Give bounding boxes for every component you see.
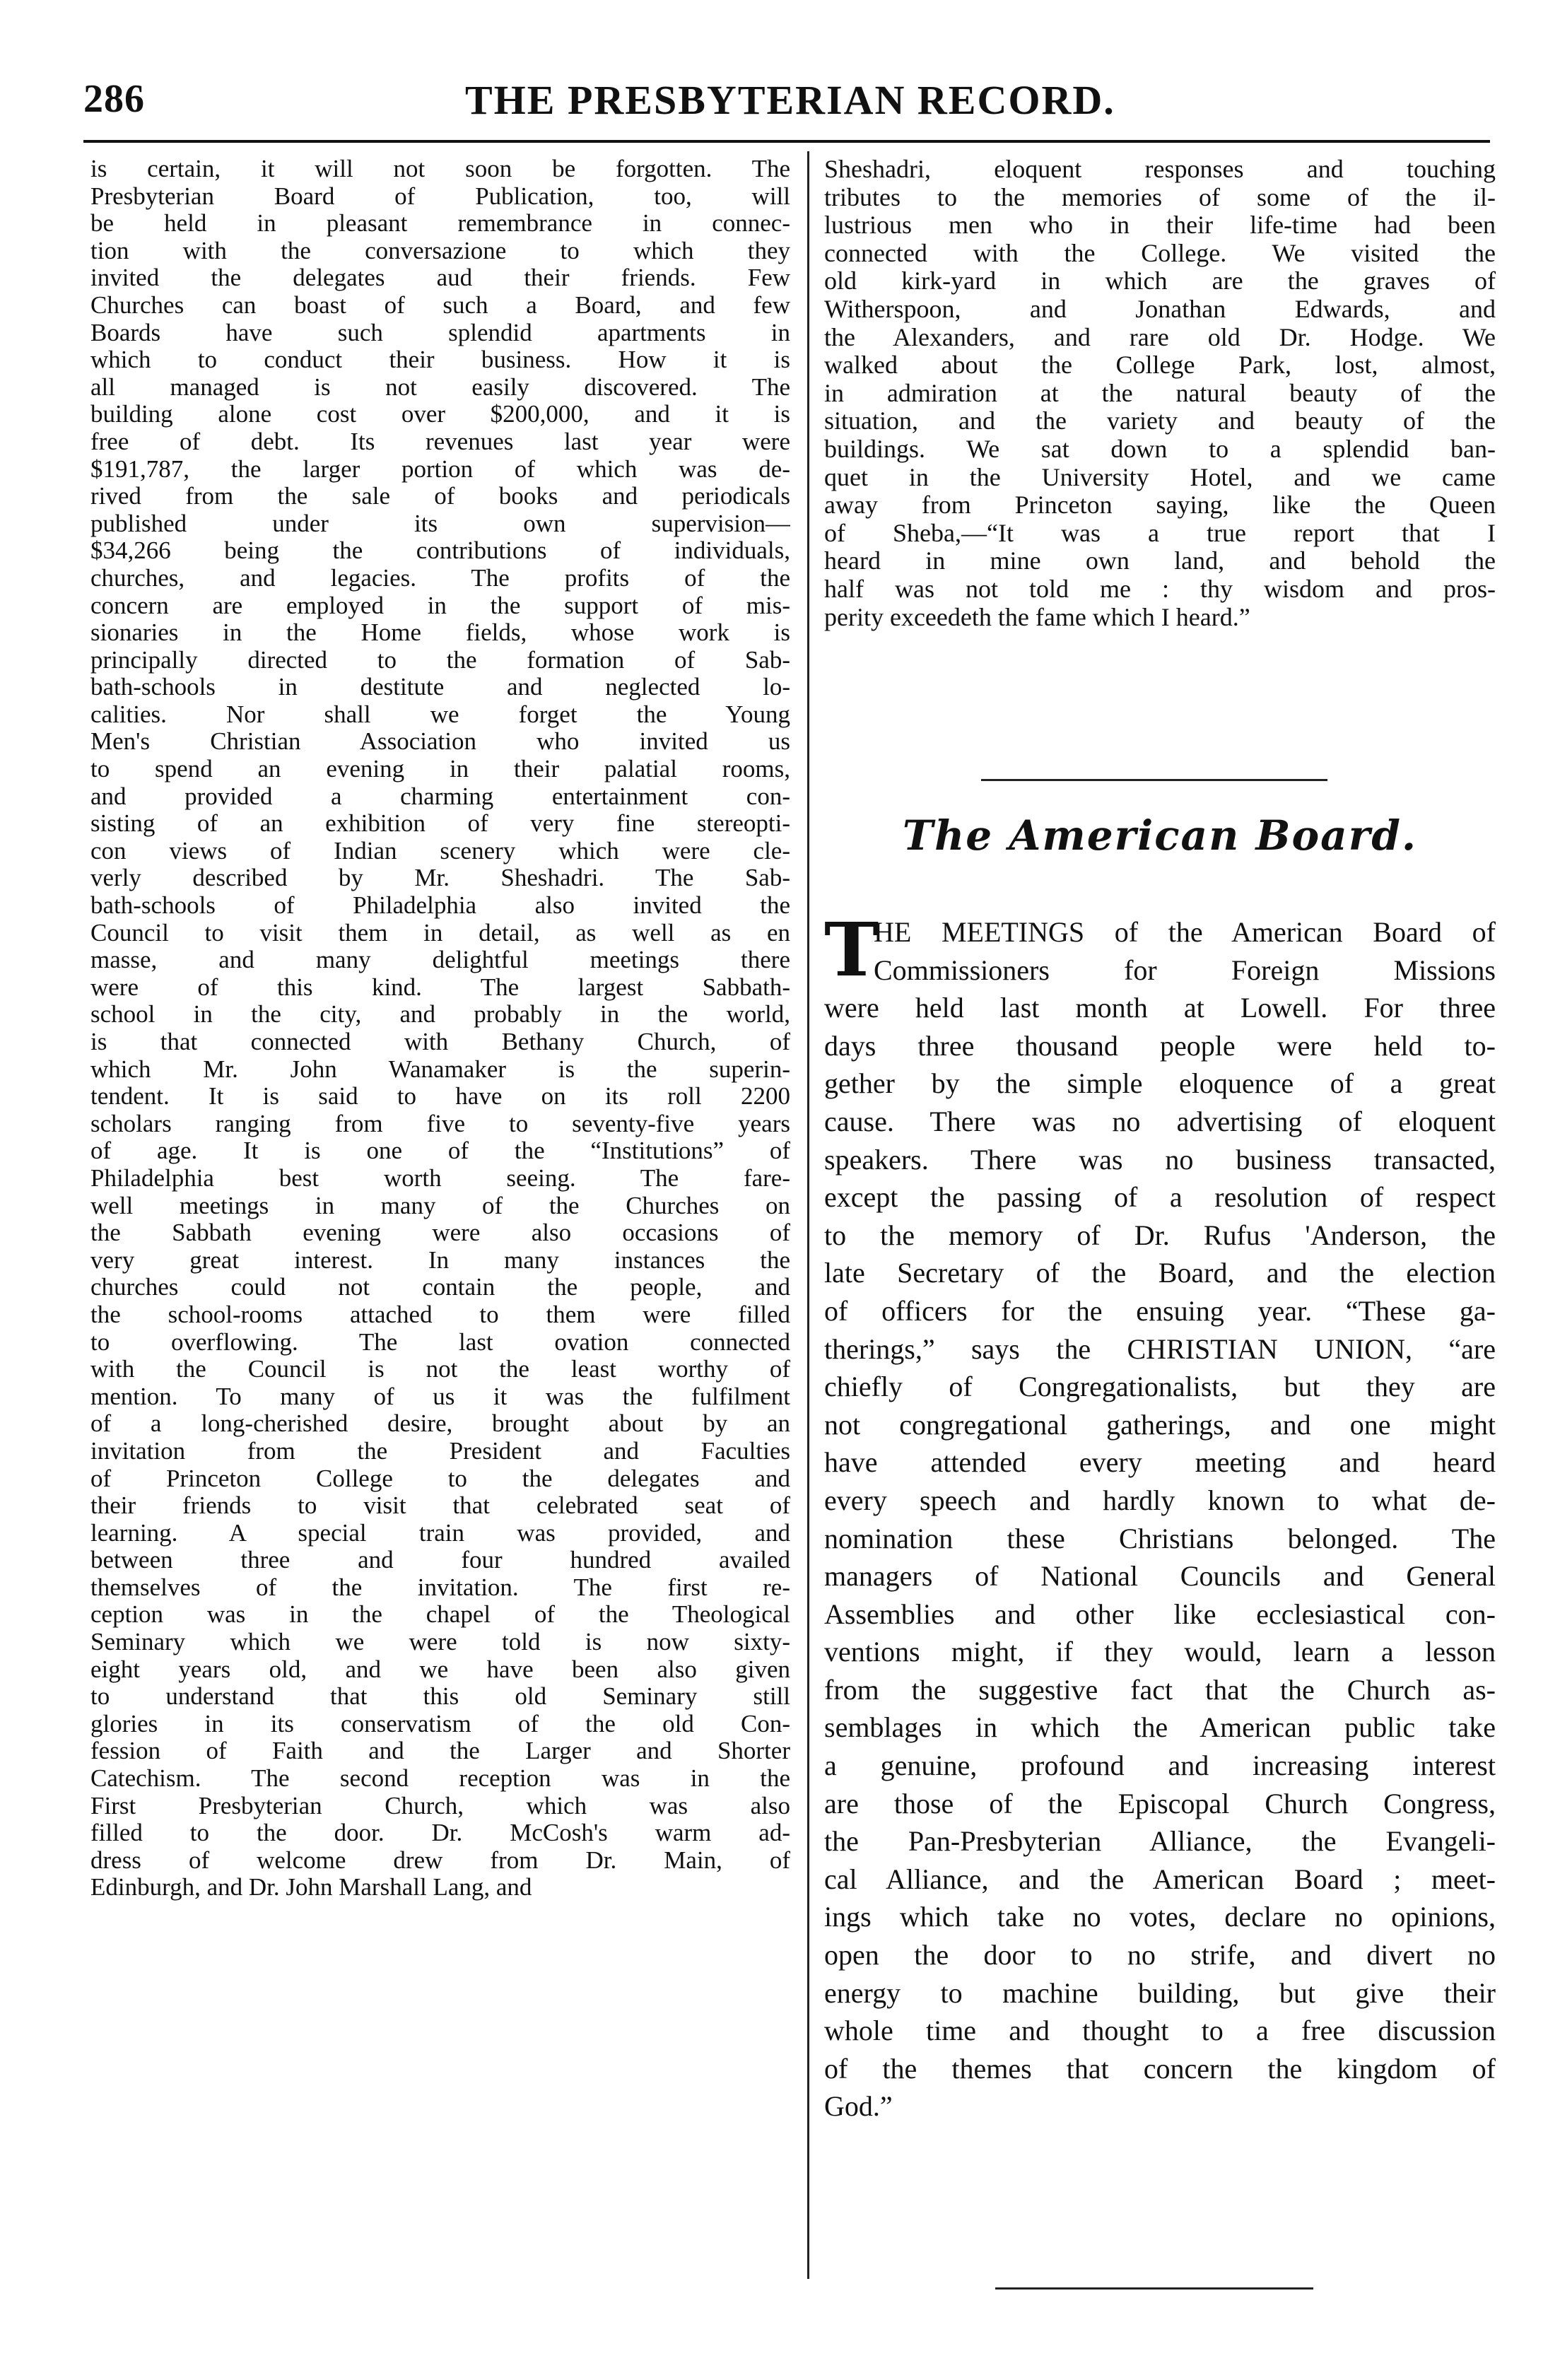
text-line: the Alexanders, and rare old Dr. Hodge. We bbox=[824, 323, 1496, 351]
text-line: tion with the conversazione to which they bbox=[90, 237, 790, 264]
text-line: sisting of an exhibition of very fine stereopti- bbox=[90, 810, 790, 838]
text-line: of the themes that concern the kingdom of bbox=[824, 2052, 1496, 2085]
text-line: and provided a charming entertainment con- bbox=[90, 782, 790, 810]
text-line: of a long-cherished desire, brought about by an bbox=[90, 1410, 790, 1438]
text-line: every speech and hardly known to what de- bbox=[824, 1484, 1496, 1516]
end-of-article-rule bbox=[995, 2287, 1313, 2290]
text-line: very great interest. In many instances the bbox=[90, 1246, 790, 1274]
text-line: Philadelphia best worth seeing. The fare- bbox=[90, 1164, 790, 1192]
text-line: Assemblies and other like ecclesiastical con- bbox=[824, 1598, 1496, 1630]
text-line: ings which take no votes, declare no opinions, bbox=[824, 1901, 1496, 1933]
right-column-continuation bbox=[824, 156, 1496, 631]
text-line: the Pan-Presbyterian Alliance, the Evangeli- bbox=[824, 1825, 1496, 1858]
text-line: half was not told me : thy wisdom and pros- bbox=[824, 575, 1496, 603]
text-line: cal Alliance, and the American Board ; meet- bbox=[824, 1863, 1496, 1895]
text-line: whole time and thought to a free discussion bbox=[824, 2015, 1496, 2047]
text-line: old kirk-yard in which are the graves of bbox=[824, 267, 1496, 295]
text-line: perity exceedeth the fame which I heard.” bbox=[824, 603, 1250, 631]
text-line: Presbyterian Board of Publication, too, will bbox=[90, 182, 790, 210]
text-line: scholars ranging from five to seventy-five years bbox=[90, 1110, 790, 1137]
text-line: eight years old, and we have been also given bbox=[90, 1655, 790, 1683]
text-line: mention. To many of us it was the fulfilment bbox=[90, 1383, 790, 1410]
text-line: their friends to visit that celebrated seat of bbox=[90, 1492, 790, 1520]
text-line: not congregational gatherings, and one might bbox=[824, 1408, 1496, 1441]
text-line: fession of Faith and the Larger and Shorter bbox=[90, 1737, 790, 1765]
text-line: learning. A special train was provided, and bbox=[90, 1519, 790, 1547]
text-line: buildings. We sat down to a splendid ban- bbox=[824, 435, 1496, 463]
text-line: with the Council is not the least worthy of bbox=[90, 1356, 790, 1383]
text-line: of officers for the ensuing year. “These ga- bbox=[824, 1294, 1496, 1327]
text-line: God.” bbox=[824, 2090, 893, 2123]
text-line: of age. It is one of the “Institutions” of bbox=[90, 1137, 790, 1165]
text-line: chiefly of Congregationalists, but they are bbox=[824, 1371, 1496, 1403]
text-line: $191,787, the larger portion of which was de- bbox=[90, 455, 790, 483]
text-line: of Princeton College to the delegates and bbox=[90, 1465, 790, 1492]
text-line: quet in the University Hotel, and we came bbox=[824, 463, 1496, 491]
text-line: of Sheba,—“It was a true report that I bbox=[824, 519, 1496, 547]
text-line: ventions might, if they would, learn a lesson bbox=[824, 1636, 1496, 1668]
text-line: are those of the Episcopal Church Congress, bbox=[824, 1787, 1496, 1819]
text-line: energy to machine building, but give their bbox=[824, 1976, 1496, 2009]
text-line: bath-schools in destitute and neglected lo- bbox=[90, 674, 790, 701]
text-line: to spend an evening in their palatial rooms, bbox=[90, 756, 790, 783]
text-line: HE MEETINGS of the American Board of bbox=[874, 916, 1496, 948]
text-line: Edinburgh, and Dr. John Marshall Lang, and bbox=[90, 1874, 532, 1901]
text-line: walked about the College Park, lost, almost, bbox=[824, 351, 1496, 380]
text-line: Boards have such splendid apartments in bbox=[90, 319, 790, 346]
text-line: semblages in which the American public take bbox=[824, 1711, 1496, 1744]
text-line: free of debt. Its revenues last year were bbox=[90, 428, 790, 455]
text-line: bath-schools of Philadelphia also invited the bbox=[90, 892, 790, 920]
text-line: glories in its conservatism of the old Con- bbox=[90, 1710, 790, 1737]
page-number: 286 bbox=[83, 77, 145, 121]
text-line: which to conduct their business. How it is bbox=[90, 346, 790, 374]
text-line: tributes to the memories of some of the il- bbox=[824, 183, 1496, 211]
text-line: Sheshadri, eloquent responses and touching bbox=[824, 156, 1496, 183]
text-line: all managed is not easily discovered. The bbox=[90, 373, 790, 401]
text-line: connected with the College. We visited the bbox=[824, 239, 1496, 267]
text-line: published under its own supervision— bbox=[90, 510, 790, 537]
text-line: rived from the sale of books and periodicals bbox=[90, 483, 790, 510]
text-line: have attended every meeting and heard bbox=[824, 1446, 1496, 1479]
text-line: verly described by Mr. Sheshadri. The Sab- bbox=[90, 864, 790, 892]
text-line: from the suggestive fact that the Church as- bbox=[824, 1673, 1496, 1706]
text-line: the Sabbath evening were also occasions of bbox=[90, 1219, 790, 1247]
text-line: $34,266 being the contributions of individuals, bbox=[90, 537, 790, 565]
text-line: calities. Nor shall we forget the Young bbox=[90, 700, 790, 728]
text-line: themselves of the invitation. The first re- bbox=[90, 1573, 790, 1601]
text-line: invited the delegates aud their friends. Few bbox=[90, 264, 790, 292]
text-line: Council to visit them in detail, as well as en bbox=[90, 919, 790, 946]
drop-cap-letter: T bbox=[824, 906, 879, 993]
text-line: churches could not contain the people, and bbox=[90, 1274, 790, 1301]
text-line: principally directed to the formation of Sab- bbox=[90, 646, 790, 674]
text-line: days three thousand people were held to- bbox=[824, 1029, 1496, 1062]
text-line: were of this kind. The largest Sabbath- bbox=[90, 973, 790, 1001]
text-line: invitation from the President and Faculties bbox=[90, 1437, 790, 1465]
page-header bbox=[83, 76, 1490, 133]
text-line: sionaries in the Home fields, whose work is bbox=[90, 619, 790, 647]
american-board-article bbox=[824, 913, 1496, 2126]
text-line: situation, and the variety and beauty of the bbox=[824, 407, 1496, 435]
text-line: heard in mine own land, and behold the bbox=[824, 547, 1496, 575]
text-line: concern are employed in the support of mis- bbox=[90, 592, 790, 619]
text-line: in admiration at the natural beauty of the bbox=[824, 379, 1496, 407]
text-line: Witherspoon, and Jonathan Edwards, and bbox=[824, 295, 1496, 323]
text-line: a genuine, profound and increasing interest bbox=[824, 1749, 1496, 1782]
header-rule bbox=[83, 140, 1490, 143]
text-line: lustrious men who in their life-time had been bbox=[824, 211, 1496, 240]
text-line: to the memory of Dr. Rufus 'Anderson, the bbox=[824, 1219, 1496, 1251]
text-line: were held last month at Lowell. For three bbox=[824, 992, 1496, 1024]
text-line: tendent. It is said to have on its roll 2200 bbox=[90, 1083, 790, 1110]
text-line: late Secretary of the Board, and the election bbox=[824, 1257, 1496, 1289]
text-line: away from Princeton saying, like the Queen bbox=[824, 491, 1496, 520]
text-line: nomination these Christians belonged. The bbox=[824, 1522, 1496, 1554]
text-line: dress of welcome drew from Dr. Main, of bbox=[90, 1846, 790, 1874]
text-line: school in the city, and probably in the world, bbox=[90, 1001, 790, 1028]
section-separator-rule bbox=[981, 779, 1327, 781]
text-line: which Mr. John Wanamaker is the superin- bbox=[90, 1055, 790, 1083]
text-line: cause. There was no advertising of eloquent bbox=[824, 1105, 1496, 1137]
section-heading: The American Board. bbox=[902, 811, 1418, 860]
text-line: except the passing of a resolution of respect bbox=[824, 1181, 1496, 1214]
text-line: gether by the simple eloquence of a great bbox=[824, 1067, 1496, 1100]
text-line: Seminary which we were told is now sixty- bbox=[90, 1629, 790, 1656]
text-line: ception was in the chapel of the Theological bbox=[90, 1601, 790, 1629]
text-line: be held in pleasant remembrance in connec- bbox=[90, 210, 790, 238]
text-line: Catechism. The second reception was in the bbox=[90, 1765, 790, 1793]
text-line: building alone cost over $200,000, and it is bbox=[90, 401, 790, 428]
text-line: the school-rooms attached to them were filled bbox=[90, 1301, 790, 1328]
text-line: Commissioners for Foreign Missions bbox=[874, 954, 1496, 986]
text-line: speakers. There was no business transacted, bbox=[824, 1143, 1496, 1176]
text-line: churches, and legacies. The profits of the bbox=[90, 564, 790, 592]
text-line: between three and four hundred availed bbox=[90, 1547, 790, 1574]
text-line: Churches can boast of such a Board, and few bbox=[90, 291, 790, 319]
text-line: managers of National Councils and General bbox=[824, 1560, 1496, 1593]
text-line: therings,” says the CHRISTIAN UNION, “are bbox=[824, 1332, 1496, 1365]
text-line: Men's Christian Association who invited us bbox=[90, 728, 790, 756]
text-line: to overflowing. The last ovation connected bbox=[90, 1328, 790, 1356]
running-title: THE PRESBYTERIAN RECORD. bbox=[465, 77, 1115, 123]
text-line: open the door to no strife, and divert no bbox=[824, 1939, 1496, 1971]
text-line: con views of Indian scenery which were cle- bbox=[90, 837, 790, 864]
text-line: is certain, it will not soon be forgotten. The bbox=[90, 156, 790, 182]
text-line: well meetings in many of the Churches on bbox=[90, 1192, 790, 1219]
text-line: to understand that this old Seminary still bbox=[90, 1683, 790, 1711]
text-line: masse, and many delightful meetings there bbox=[90, 946, 790, 974]
text-line: is that connected with Bethany Church, of bbox=[90, 1028, 790, 1055]
left-column bbox=[90, 156, 790, 1901]
text-line: filled to the door. Dr. McCosh's warm ad- bbox=[90, 1819, 790, 1847]
text-line: First Presbyterian Church, which was also bbox=[90, 1792, 790, 1819]
column-divider bbox=[807, 151, 809, 2279]
